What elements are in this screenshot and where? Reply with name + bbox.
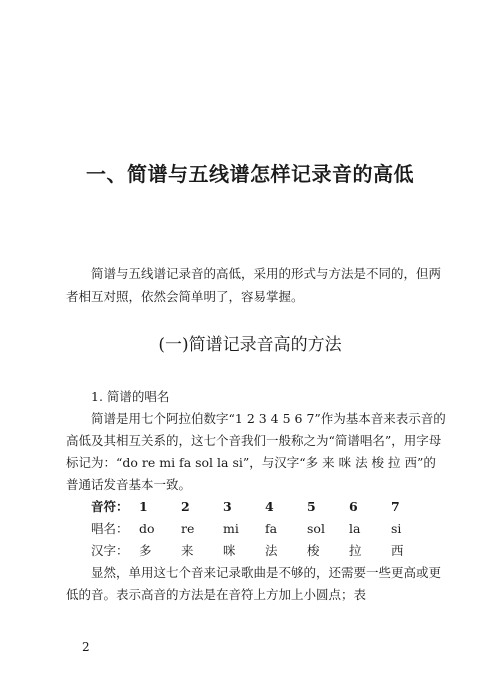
chinese-label: 汉字： [91, 543, 129, 558]
note-cell: 5 [307, 499, 316, 514]
solfege-row [66, 518, 446, 540]
solfege-cell: re [181, 521, 195, 536]
note-cell: 4 [265, 499, 274, 514]
solfege-label: 唱名： [91, 521, 129, 536]
paragraph-2: 显然，单用这七个音来记录歌曲是不够的，还需要一些更高或更低的音。表示高音的方法是在音符上方加上小圆点；表 [66, 565, 442, 602]
chinese-cell: 来 [181, 543, 194, 558]
intro-block [66, 262, 446, 308]
chinese-cell: 西 [391, 543, 404, 558]
section-title: (一)简谱记录音高的方法 [158, 335, 342, 355]
solfege-cell: si [391, 521, 402, 536]
chinese-cell: 多 [139, 543, 152, 558]
solfege-cell: la [349, 521, 361, 536]
paragraph-1: 简谱是用七个阿拉伯数字“1 2 3 4 5 6 7”作为基本音来表示音的高低及其相互关系的，这七个音我们一般称之为“简谱唱名”，用字母标记为：“do re mi fa sol la si”，与汉字“多 来 咪 法 梭 拉 西”的普通话发音基本一致。 [66, 411, 446, 492]
chinese-row [66, 540, 446, 562]
solfege-cell: sol [307, 521, 325, 536]
note-cell: 3 [223, 499, 232, 514]
chinese-cell: 梭 [307, 543, 320, 558]
solfege-cell: do [139, 521, 155, 536]
notes-label: 音符： [91, 499, 129, 514]
intro-paragraph: 简谱与五线谱记录音的高低，采用的形式与方法是不同的，但两者相互对照，依然会简单明了，容易掌握。 [66, 266, 442, 304]
chinese-cell: 咪 [223, 543, 236, 558]
chapter-title: 一、简谱与五线谱怎样记录音的高低 [86, 162, 414, 186]
notes-row [66, 496, 446, 518]
note-cell: 2 [181, 499, 190, 514]
chinese-cell: 拉 [349, 543, 362, 558]
page-number: 2 [82, 640, 90, 654]
note-cell: 6 [349, 499, 358, 514]
note-cell: 7 [391, 499, 400, 514]
body-block [66, 386, 446, 606]
solfege-cell: fa [265, 521, 278, 536]
subsection-title: 1. 简谱的唱名 [91, 389, 170, 404]
solfege-cell: mi [223, 521, 239, 536]
note-cell: 1 [139, 499, 148, 514]
chinese-cell: 法 [265, 543, 278, 558]
